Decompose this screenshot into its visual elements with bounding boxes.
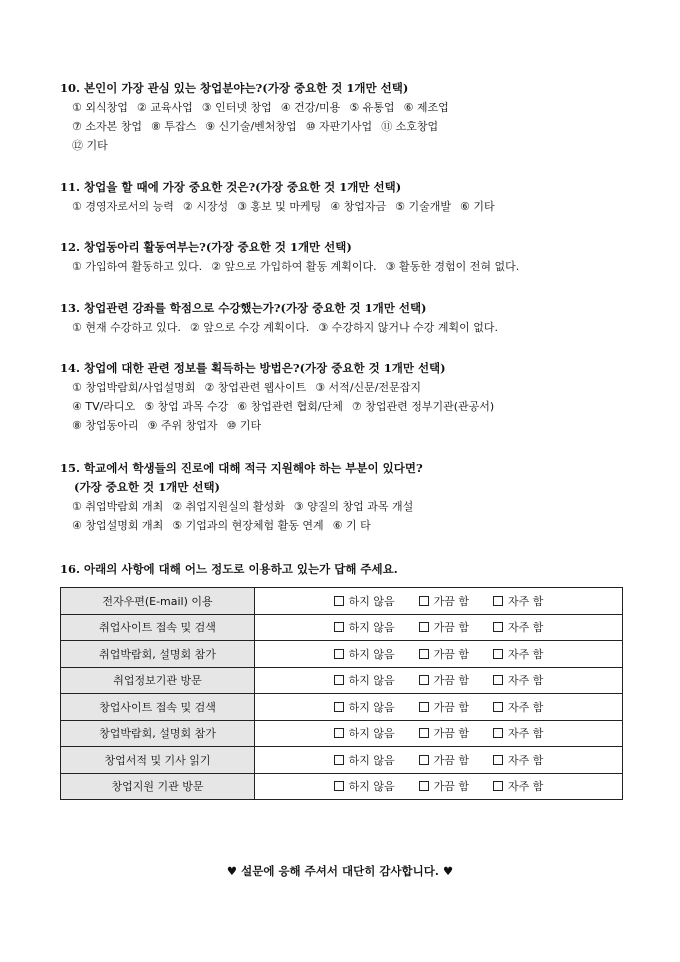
checkbox-icon[interactable] <box>419 728 429 738</box>
checkbox-option[interactable] <box>419 595 469 608</box>
checkbox-option[interactable] <box>334 674 395 687</box>
option-row <box>60 397 660 416</box>
checkbox-option[interactable] <box>493 595 543 608</box>
option[interactable]: ⑤ 기업과의 현장체험 활동 연계 <box>172 519 324 532</box>
option[interactable]: ⑥ 기 타 <box>332 519 371 532</box>
checkbox-label: 자주 함 <box>508 647 544 661</box>
question-16 <box>60 560 660 579</box>
checkbox-option[interactable] <box>419 754 469 767</box>
option[interactable]: ③ 홍보 및 마케팅 <box>237 200 322 213</box>
option[interactable]: ③ 활동한 경험이 전혀 없다. <box>385 260 520 273</box>
option[interactable]: ④ 창업자금 <box>330 200 387 213</box>
row-label: 창업지원 기관 방문 <box>61 773 255 800</box>
option-row <box>60 497 660 516</box>
table-row <box>61 747 623 774</box>
option-row <box>60 98 660 117</box>
option[interactable]: ③ 양질의 창업 과목 개설 <box>293 500 414 513</box>
checkbox-label: 하지 않음 <box>348 674 395 688</box>
option[interactable]: ④ TV/라디오 <box>72 400 136 413</box>
checkbox-icon[interactable] <box>419 649 429 659</box>
choice-cell <box>255 614 623 641</box>
checkbox-option[interactable] <box>493 780 543 793</box>
option[interactable]: ⑥ 창업관련 협회/단체 <box>237 400 343 413</box>
table-row <box>61 773 623 800</box>
option[interactable]: ⑥ 기타 <box>459 200 495 213</box>
table-row <box>61 720 623 747</box>
row-label: 창업서적 및 기사 읽기 <box>61 747 255 774</box>
choice-cell <box>255 694 623 721</box>
checkbox-label: 가끔 함 <box>433 674 469 688</box>
row-label: 취업박람회, 설명회 참가 <box>61 641 255 668</box>
checkbox-label: 하지 않음 <box>348 753 395 767</box>
choice-cell <box>255 667 623 694</box>
option[interactable]: ① 현재 수강하고 있다. <box>72 321 181 334</box>
checkbox-icon[interactable] <box>419 702 429 712</box>
option[interactable]: ① 경영자로서의 능력 <box>72 200 174 213</box>
checkbox-label: 자주 함 <box>508 674 544 688</box>
closing-message: ♥ 설문에 응해 주셔서 대단히 감사합니다. ♥ <box>226 864 454 878</box>
checkbox-option[interactable] <box>419 701 469 714</box>
option-row <box>60 318 660 337</box>
checkbox-option[interactable] <box>334 754 395 767</box>
option[interactable]: ① 창업박람회/사업설명회 <box>72 381 196 394</box>
checkbox-icon[interactable] <box>419 622 429 632</box>
checkbox-option[interactable] <box>334 595 395 608</box>
option-row <box>60 257 660 276</box>
option[interactable]: ② 교육사업 <box>136 101 193 114</box>
checkbox-icon[interactable] <box>419 781 429 791</box>
option[interactable]: ⑦ 창업관련 정부기관(관공서) <box>351 400 495 413</box>
checkbox-label: 가끔 함 <box>433 647 469 661</box>
row-label: 창업박람회, 설명회 참가 <box>61 720 255 747</box>
option[interactable]: ⑩ 자판기사업 <box>305 120 373 133</box>
question-13 <box>60 299 660 337</box>
checkbox-option[interactable] <box>334 780 395 793</box>
option[interactable]: ③ 수강하지 않거나 수강 계획이 없다. <box>318 321 498 334</box>
question-13-title: 13. 창업관련 강좌를 학점으로 수강했는가?(가장 중요한 것 1개만 선택) <box>60 301 427 315</box>
option-row <box>60 516 660 535</box>
checkbox-label: 하지 않음 <box>348 780 395 794</box>
checkbox-label: 가끔 함 <box>433 780 469 794</box>
question-12 <box>60 238 660 276</box>
table-row <box>61 588 623 615</box>
question-15-title: 15. 학교에서 학생들의 진로에 대해 적극 지원해야 하는 부분이 있다면? <box>60 461 423 475</box>
checkbox-icon[interactable] <box>419 755 429 765</box>
option[interactable]: ⑩ 기타 <box>226 419 262 432</box>
checkbox-option[interactable] <box>493 674 543 687</box>
checkbox-option[interactable] <box>419 674 469 687</box>
question-10-title: 10. 본인이 가장 관심 있는 창업분야는?(가장 중요한 것 1개만 선택) <box>60 81 409 95</box>
checkbox-icon[interactable] <box>493 781 503 791</box>
checkbox-label: 가끔 함 <box>433 621 469 635</box>
row-label: 취업정보기관 방문 <box>61 667 255 694</box>
checkbox-icon[interactable] <box>334 649 344 659</box>
checkbox-icon[interactable] <box>419 675 429 685</box>
option-row <box>60 136 660 155</box>
option[interactable]: ⑤ 창업 과목 수강 <box>144 400 229 413</box>
choice-cell <box>255 747 623 774</box>
question-14-title: 14. 창업에 대한 관련 정보를 획득하는 방법은?(가장 중요한 것 1개만 선택) <box>60 361 446 375</box>
checkbox-label: 자주 함 <box>508 700 544 714</box>
question-12-title: 12. 창업동아리 활동여부는?(가장 중요한 것 1개만 선택) <box>60 240 352 254</box>
checkbox-option[interactable] <box>493 754 543 767</box>
option[interactable]: ⑫ 기타 <box>72 139 108 152</box>
checkbox-icon[interactable] <box>493 649 503 659</box>
option[interactable]: ① 가입하여 활동하고 있다. <box>72 260 203 273</box>
option[interactable]: ④ 창업설명회 개최 <box>72 519 164 532</box>
table-row <box>61 641 623 668</box>
checkbox-label: 자주 함 <box>508 621 544 635</box>
usage-frequency-table <box>60 587 623 800</box>
checkbox-label: 하지 않음 <box>348 700 395 714</box>
checkbox-option[interactable] <box>419 621 469 634</box>
option[interactable]: ① 취업박람회 개최 <box>72 500 164 513</box>
option[interactable]: ⑨ 주위 창업자 <box>147 419 218 432</box>
table-row <box>61 694 623 721</box>
option[interactable]: ④ 건강/미용 <box>280 101 341 114</box>
question-10 <box>60 79 660 155</box>
question-11-title: 11. 창업을 할 때에 가장 중요한 것은?(가장 중요한 것 1개만 선택) <box>60 180 402 194</box>
option-row <box>60 378 660 397</box>
option[interactable]: ⑧ 투잡스 <box>150 120 197 133</box>
question-11 <box>60 178 660 216</box>
option[interactable]: ⑥ 제조업 <box>403 101 449 114</box>
choice-cell <box>255 641 623 668</box>
checkbox-icon[interactable] <box>419 596 429 606</box>
option-row <box>60 416 660 435</box>
question-15 <box>60 459 660 535</box>
checkbox-icon[interactable] <box>493 596 503 606</box>
option-row <box>60 197 660 216</box>
checkbox-option[interactable] <box>493 701 543 714</box>
choice-cell <box>255 588 623 615</box>
choice-cell <box>255 773 623 800</box>
checkbox-option[interactable] <box>334 648 395 661</box>
checkbox-option[interactable] <box>334 727 395 740</box>
option[interactable]: ② 창업관련 웹사이트 <box>204 381 307 394</box>
question-14 <box>60 359 660 435</box>
checkbox-icon[interactable] <box>493 728 503 738</box>
row-label: 전자우편(E-mail) 이용 <box>61 588 255 615</box>
option[interactable]: ② 앞으로 수강 계획이다. <box>189 321 310 334</box>
table-row <box>61 667 623 694</box>
checkbox-icon[interactable] <box>334 755 344 765</box>
option[interactable]: ⑦ 소자본 창업 <box>72 120 142 133</box>
checkbox-icon[interactable] <box>493 622 503 632</box>
checkbox-option[interactable] <box>493 648 543 661</box>
option[interactable]: ⑪ 소호창업 <box>381 120 439 133</box>
checkbox-label: 하지 않음 <box>348 621 395 635</box>
option[interactable]: ② 취업지원실의 활성화 <box>172 500 285 513</box>
option[interactable]: ⑧ 창업동아리 <box>72 419 139 432</box>
option[interactable]: ① 외식창업 <box>72 101 128 114</box>
table-row <box>61 614 623 641</box>
checkbox-icon[interactable] <box>334 596 344 606</box>
checkbox-option[interactable] <box>334 621 395 634</box>
option[interactable]: ⑨ 신기술/벤처창업 <box>205 120 297 133</box>
question-15-subtitle: (가장 중요한 것 1개만 선택) <box>74 480 220 494</box>
option[interactable]: ② 시장성 <box>182 200 229 213</box>
option[interactable]: ⑤ 유통업 <box>349 101 395 114</box>
checkbox-icon[interactable] <box>334 781 344 791</box>
checkbox-icon[interactable] <box>334 622 344 632</box>
question-16-title: 16. 아래의 사항에 대해 어느 정도로 이용하고 있는가 답해 주세요. <box>60 562 398 576</box>
checkbox-label: 하지 않음 <box>348 727 395 741</box>
checkbox-option[interactable] <box>493 621 543 634</box>
checkbox-icon[interactable] <box>334 728 344 738</box>
row-label: 취업사이트 접속 및 검색 <box>61 614 255 641</box>
option-row <box>60 117 660 136</box>
option[interactable]: ③ 서적/신문/전문잡지 <box>315 381 421 394</box>
checkbox-option[interactable] <box>334 701 395 714</box>
checkbox-label: 하지 않음 <box>348 594 395 608</box>
checkbox-label: 자주 함 <box>508 594 544 608</box>
checkbox-option[interactable] <box>493 727 543 740</box>
checkbox-icon[interactable] <box>493 675 503 685</box>
checkbox-label: 자주 함 <box>508 727 544 741</box>
checkbox-label: 가끔 함 <box>433 700 469 714</box>
checkbox-option[interactable] <box>419 727 469 740</box>
checkbox-label: 자주 함 <box>508 780 544 794</box>
checkbox-label: 가끔 함 <box>433 727 469 741</box>
option[interactable]: ⑤ 기술개발 <box>395 200 451 213</box>
checkbox-label: 가끔 함 <box>433 594 469 608</box>
checkbox-icon[interactable] <box>334 702 344 712</box>
row-label: 창업사이트 접속 및 검색 <box>61 694 255 721</box>
checkbox-label: 하지 않음 <box>348 647 395 661</box>
checkbox-icon[interactable] <box>493 755 503 765</box>
option[interactable]: ③ 인터넷 창업 <box>201 101 272 114</box>
checkbox-option[interactable] <box>419 648 469 661</box>
choice-cell <box>255 720 623 747</box>
checkbox-icon[interactable] <box>334 675 344 685</box>
checkbox-icon[interactable] <box>493 702 503 712</box>
checkbox-option[interactable] <box>419 780 469 793</box>
checkbox-label: 가끔 함 <box>433 753 469 767</box>
checkbox-label: 자주 함 <box>508 753 544 767</box>
option[interactable]: ② 앞으로 가입하여 활동 계획이다. <box>211 260 377 273</box>
